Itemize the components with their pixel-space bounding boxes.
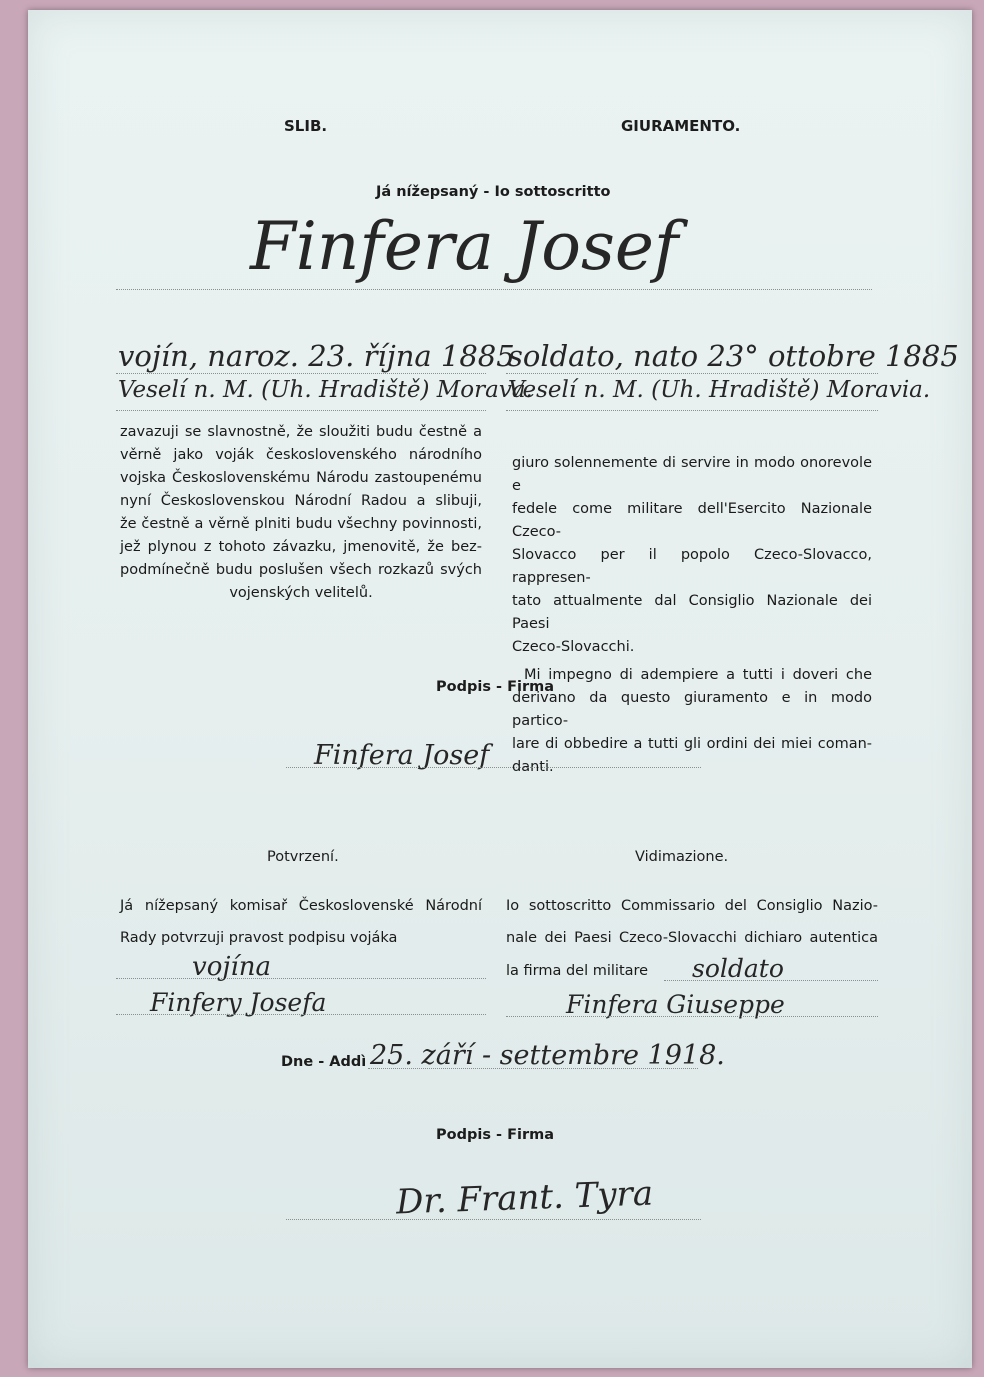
it-place-rule (506, 410, 878, 411)
confirmation-title-it: Vidimazione. (635, 849, 729, 865)
cz-rank-rule (116, 978, 486, 979)
soldier-signature: Finfera Josef (314, 740, 490, 771)
cz-born-line: vojín, naroz. 23. října 1885 (118, 339, 515, 373)
cz-name-rule (116, 1014, 486, 1015)
signature-label: Podpis - Firma (436, 679, 554, 695)
it-confirmation-text (506, 890, 878, 954)
cz-line: vojska Československému Národu zastoupenému (120, 470, 482, 486)
it-born-line: soldato, nato 23° ottobre 1885 (508, 339, 959, 373)
signature-rule (286, 767, 701, 768)
title-italian: GIURAMENTO. (621, 117, 741, 135)
title-czech: SLIB. (284, 117, 328, 135)
it-line: Slovacco per il popolo Czeco-Slovacco, rappresen- (512, 547, 872, 586)
cz-line: jež plynou z tohoto závazku, jmenovitě, že bez- (120, 539, 482, 555)
it-line: danti. (512, 759, 554, 775)
cz-line: podmínečně budu poslušen všech rozkazů svých (120, 562, 482, 578)
it-line: lare di obbedire a tutti gli ordini dei miei coman- (512, 736, 872, 752)
handwritten-date: 25. září - settembre 1918. (370, 1040, 725, 1071)
it-line: derivano da questo giuramento e in modo partico- (512, 690, 872, 729)
it-firma-label: la firma del militare (506, 963, 649, 979)
name-line (116, 289, 872, 290)
it-confirm-line: Io sottoscritto Commissario del Consiglio Nazio- (506, 898, 878, 914)
it-name-rule (506, 1016, 878, 1017)
cz-line: věrně jako voják československého národního (120, 447, 482, 463)
it-line: Mi impegno di adempiere a tutti i doveri che (524, 667, 872, 683)
it-line: giuro solennemente di servire in modo onorevole e (512, 455, 872, 494)
handwritten-name: Finfera Josef (250, 208, 679, 285)
cz-oath-paragraph (120, 421, 482, 605)
cz-place-rule (116, 410, 486, 411)
it-place-line: Veselí n. M. (Uh. Hradiště) Moravia. (508, 377, 931, 403)
signature-label-commissioner: Podpis - Firma (436, 1127, 554, 1143)
it-hand-rank: soldato (692, 954, 784, 983)
cz-place-line: Veselí n. M. (Uh. Hradiště) Morava. (118, 377, 533, 403)
commissioner-signature-rule (286, 1219, 701, 1220)
date-label: Dne - Addì (281, 1054, 367, 1070)
cz-confirmation-text (120, 890, 482, 954)
commissioner-signature: Dr. Frant. Tyra (395, 1173, 654, 1223)
it-born-rule (506, 373, 878, 374)
it-line: tato attualmente dal Consiglio Nazionale dei Paesi (512, 593, 872, 632)
confirmation-title-cz: Potvrzení. (267, 849, 339, 865)
it-line: fedele come militare dell'Esercito Nazionale Czeco- (512, 501, 872, 540)
it-line: Czeco-Slovacchi. (512, 639, 635, 655)
date-rule (368, 1068, 698, 1069)
cz-line: nyní Československou Národní Radou a slibuji, (120, 493, 482, 509)
it-rank-rule (664, 980, 878, 981)
cz-confirm-line: Já nížepsaný komisař Československé Národní (120, 898, 482, 914)
cz-hand-rank: vojína (192, 952, 271, 982)
cz-confirm-line: Rady potvrzuji pravost podpisu vojáka (120, 930, 398, 946)
cz-line: že čestně a věrně plniti budu všechny povinnosti, (120, 516, 482, 532)
intro-line: Já nížepsaný - Io sottoscritto (376, 184, 611, 200)
cz-line: zavazuji se slavnostně, že sloužiti budu čestně a (120, 424, 482, 440)
it-confirm-line: nale dei Paesi Czeco-Slovacchi dichiaro autentica (506, 930, 878, 946)
it-hand-name: Finfera Giuseppe (566, 990, 785, 1019)
cz-born-rule (116, 373, 486, 374)
it-oath-paragraph (512, 452, 872, 779)
cz-line: vojenských velitelů. (229, 585, 373, 601)
cz-hand-name: Finfery Josefa (150, 988, 327, 1017)
